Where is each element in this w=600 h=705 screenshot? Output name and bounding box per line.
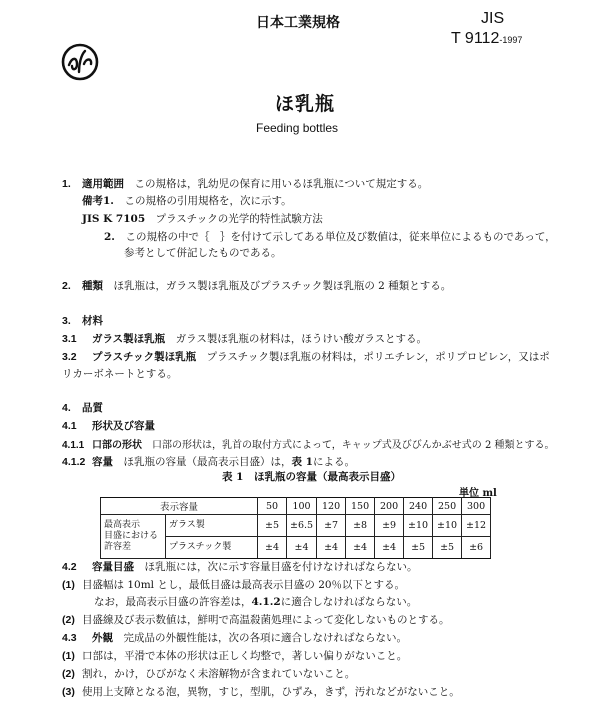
note-1-label: 備考1. xyxy=(82,195,114,207)
clause-reference: 4.1.2 xyxy=(251,596,281,608)
note-2-number: 2. xyxy=(104,231,115,243)
section-3-heading: 材料 xyxy=(82,315,103,327)
section-1-number: 1. xyxy=(62,178,71,190)
reference-title: プラスチックの光学的特性試験方法 xyxy=(155,213,323,225)
section-4-1-1 xyxy=(62,436,555,451)
jis-label: JIS xyxy=(481,10,505,27)
table-cell: ±6 xyxy=(462,537,491,559)
section-2-heading: 種類 xyxy=(82,280,103,292)
note-2 xyxy=(104,229,556,244)
list-item-text: 目盛線及び表示数値は，鮮明で高温殺菌処理によって変化しないものとする。 xyxy=(82,614,450,626)
list-item-note-b: に適合しなければならない。 xyxy=(280,596,418,608)
section-3-2-text-1: プラスチック製ほ乳瓶の材料は，ポリエチレン，ポリプロピレン，又はポ xyxy=(206,351,550,363)
list-item-note-a: なお，最高表示目盛の許容差は， xyxy=(94,596,252,608)
reference-standard xyxy=(82,211,323,226)
section-4-2-number: 4.2 xyxy=(62,561,77,573)
list-item xyxy=(62,577,405,592)
section-4-1-2-text-a: ほ乳瓶の容量（最高表示目盛）は， xyxy=(123,456,292,468)
section-3-1 xyxy=(62,331,427,346)
section-4 xyxy=(62,400,103,415)
section-4-2-heading: 容量目盛 xyxy=(92,561,134,573)
table-cell: ±5 xyxy=(258,515,287,537)
section-4-heading: 品質 xyxy=(82,402,103,414)
table-col-header: 150 xyxy=(346,498,375,515)
table-cell: ±10 xyxy=(404,515,433,537)
section-3-2 xyxy=(62,349,550,364)
table-col-header: 120 xyxy=(317,498,346,515)
table-cell: ±9 xyxy=(375,515,404,537)
table-cell: ±4 xyxy=(346,537,375,559)
table-cell: ±12 xyxy=(462,515,491,537)
note-2-line-2: 参考として併記したものである。 xyxy=(124,247,282,259)
list-item-number: (2) xyxy=(62,614,75,626)
table-cell: ±7 xyxy=(317,515,346,537)
list-item-number: (1) xyxy=(62,650,75,662)
note-1 xyxy=(82,193,292,208)
section-3-number: 3. xyxy=(62,315,71,327)
table-col-header: 240 xyxy=(404,498,433,515)
table-header-row xyxy=(101,498,491,515)
section-4-number: 4. xyxy=(62,402,71,414)
note-1-text: この規格の引用規格を，次に示す。 xyxy=(124,195,292,207)
section-3-1-heading: ガラス製ほ乳瓶 xyxy=(92,333,166,345)
jis-year: -1997 xyxy=(499,35,523,45)
table-reference: 表 1 xyxy=(291,456,313,468)
table-unit: 単位 ml xyxy=(459,488,497,499)
section-4-1-1-text: 口部の形状は，乳首の取付方式によって，キャップ式及びびんかぶせ式の 2 種類とする。 xyxy=(152,440,555,451)
table-col-header: 300 xyxy=(462,498,491,515)
section-4-1-2-heading: 容量 xyxy=(92,456,113,468)
jis-mark-icon xyxy=(60,42,100,85)
list-item xyxy=(62,666,355,681)
section-4-1 xyxy=(62,418,155,433)
table-col-header: 250 xyxy=(433,498,462,515)
jis-number: T 9112 xyxy=(451,30,500,47)
jis-code xyxy=(451,30,522,48)
section-4-3-heading: 外観 xyxy=(92,632,113,644)
section-4-2 xyxy=(62,559,418,574)
capacity-table xyxy=(100,497,491,559)
section-1-heading: 適用範囲 xyxy=(82,178,124,190)
table-cell: ±4 xyxy=(258,537,287,559)
section-2-text: ほ乳瓶は，ガラス製ほ乳瓶及びプラスチック製ほ乳瓶の 2 種類とする。 xyxy=(113,280,452,292)
list-item-text: 割れ，かけ，ひびがなく未溶解物が含まれていないこと。 xyxy=(82,668,356,680)
section-2-number: 2. xyxy=(62,280,71,292)
section-1 xyxy=(62,176,428,191)
table-row xyxy=(101,515,491,537)
section-4-3-number: 4.3 xyxy=(62,632,77,644)
table-row-label: プラスチック製 xyxy=(166,537,258,559)
row-group-line-1: 最高表示 xyxy=(104,520,141,530)
standard-title: 日本工業規格 xyxy=(256,15,340,31)
table-row-group-label xyxy=(101,515,166,559)
section-3-2-text-2: リカーボネートとする。 xyxy=(62,368,178,380)
section-4-1-heading: 形状及び容量 xyxy=(92,420,155,432)
table-cell: ±4 xyxy=(375,537,404,559)
section-3-1-text: ガラス製ほ乳瓶の材料は，ほうけい酸ガラスとする。 xyxy=(175,333,428,345)
list-item-number: (1) xyxy=(62,579,75,591)
page-title: ほ乳瓶 xyxy=(275,93,336,115)
note-2-line-1: この規格の中で｛ ｝を付けて示してある単位及び数値は，従来単位によるものであって， xyxy=(125,231,556,243)
section-4-2-text: ほ乳瓶には，次に示す容量目盛を付けなければならない。 xyxy=(144,561,418,573)
list-item-text: 使用上支障となる泡，異物，すじ，型肌，ひずみ，きず，汚れなどがないこと。 xyxy=(82,686,460,698)
table-cell: ±8 xyxy=(346,515,375,537)
section-4-1-1-heading: 口部の形状 xyxy=(92,440,142,451)
table-cell: ±4 xyxy=(287,537,317,559)
section-3-1-number: 3.1 xyxy=(62,333,77,345)
section-4-1-number: 4.1 xyxy=(62,420,77,432)
list-item-note xyxy=(94,594,417,609)
row-group-line-3: 許容差 xyxy=(104,542,132,552)
list-item xyxy=(62,684,460,699)
list-item xyxy=(62,648,407,663)
list-item-text: 口部は，平滑で本体の形状は正しく均整で，著しい偏りがないこと。 xyxy=(82,650,408,662)
section-3-2-heading: プラスチック製ほ乳瓶 xyxy=(92,351,197,363)
table-row-label: ガラス製 xyxy=(166,515,258,537)
list-item xyxy=(62,612,450,627)
section-4-1-2 xyxy=(62,454,355,469)
list-item-number: (2) xyxy=(62,668,75,680)
list-item-number: (3) xyxy=(62,686,75,698)
table-cell: ±4 xyxy=(317,537,346,559)
table-cell: ±10 xyxy=(433,515,462,537)
reference-code: JIS K 7105 xyxy=(82,213,146,225)
section-4-1-2-number: 4.1.2 xyxy=(62,456,86,468)
table-caption: 表 1 ほ乳瓶の容量（最高表示目盛） xyxy=(222,471,401,483)
page-subtitle: Feeding bottles xyxy=(256,121,339,135)
table-cell: ±5 xyxy=(404,537,433,559)
section-2 xyxy=(62,278,451,293)
section-4-1-2-text-b: による。 xyxy=(312,456,355,468)
section-1-text: この規格は，乳幼児の保育に用いるほ乳瓶について規定する。 xyxy=(134,178,429,190)
section-3 xyxy=(62,313,103,328)
table-col-header: 50 xyxy=(258,498,287,515)
section-4-3-text: 完成品の外観性能は，次の各項に適合しなければならない。 xyxy=(123,632,407,644)
table-header-label: 表示容量 xyxy=(101,498,258,515)
table-cell: ±5 xyxy=(433,537,462,559)
section-3-2-number: 3.2 xyxy=(62,351,77,363)
table-cell: ±6.5 xyxy=(287,515,317,537)
table-col-header: 200 xyxy=(375,498,404,515)
section-4-1-1-number: 4.1.1 xyxy=(62,440,85,451)
list-item-text: 目盛幅は 10ml とし，最低目盛は最高表示目盛の 20％以下とする。 xyxy=(82,579,406,591)
table-col-header: 100 xyxy=(287,498,317,515)
row-group-line-2: 目盛における xyxy=(104,531,159,541)
section-4-3 xyxy=(62,630,407,645)
